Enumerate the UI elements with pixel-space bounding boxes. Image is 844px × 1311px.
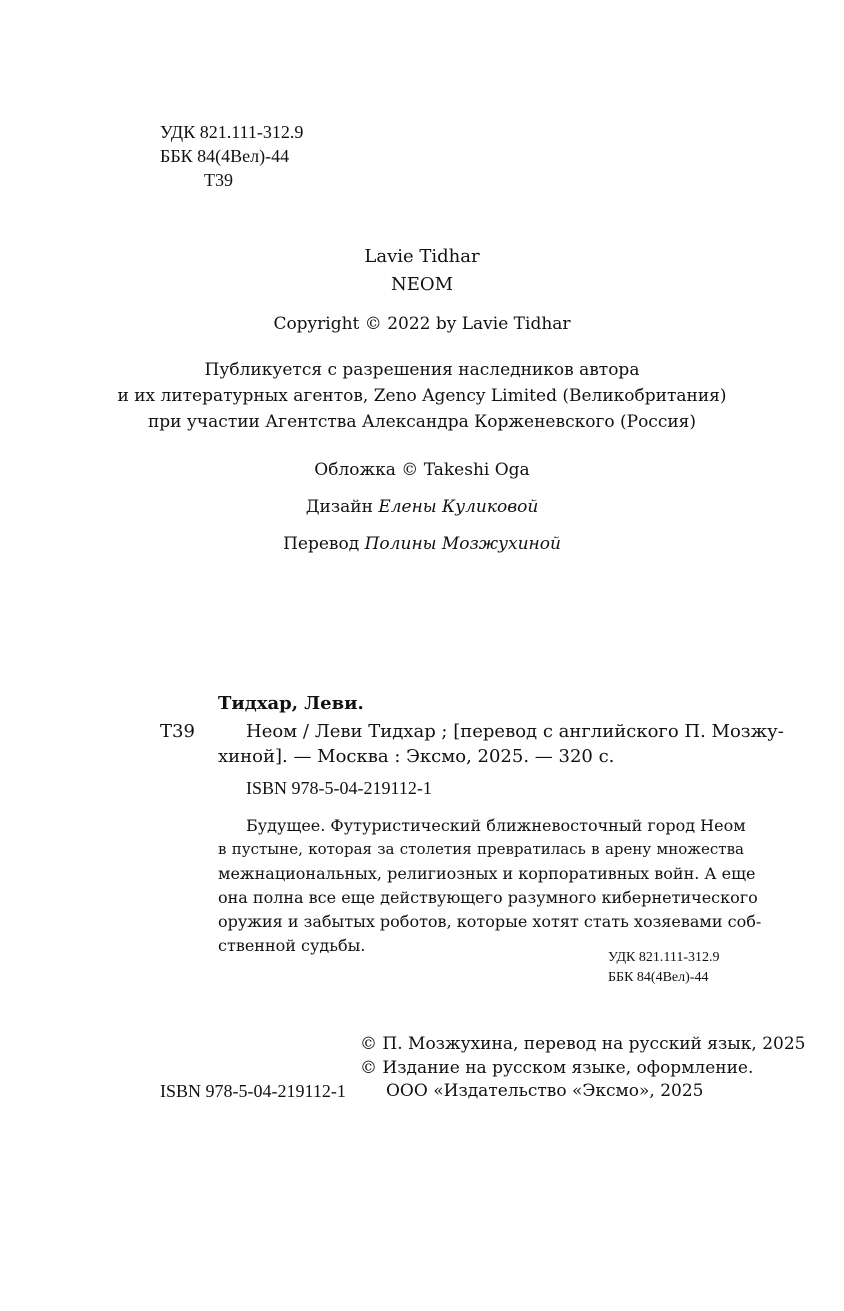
udk-code: УДК 821.111-312.9 <box>160 122 304 142</box>
edition-copyright: © Издание на русском языке, оформление. <box>360 1058 754 1078</box>
cover-credit: Обложка © Takeshi Oga <box>314 460 530 480</box>
biblio-author-heading: Тидхар, Леви. <box>218 693 364 714</box>
biblio-isbn: ISBN 978-5-04-219112-1 <box>246 778 432 798</box>
biblio-line-1: Неом / Леви Тидхар ; [перевод с английского П. Мозжу- <box>246 721 784 742</box>
biblio-mark: Т39 <box>160 721 195 742</box>
book-title-en: NEOM <box>390 274 454 295</box>
author-mark: Т39 <box>204 170 233 190</box>
annotation-udk: УДК 821.111-312.9 <box>608 950 720 965</box>
design-label: Дизайн <box>305 497 379 517</box>
annotation-line-6: ственной судьбы. <box>218 936 366 955</box>
translation-credit <box>0 534 844 554</box>
annotation-line-2: в пустыне, которая за столетия превратилась в арену множества <box>218 840 744 858</box>
author-name-en: Lavie Tidhar <box>364 246 480 267</box>
annotation-line-1: Будущее. Футуристический ближневосточный город Неом <box>246 816 746 835</box>
biblio-line-2: хиной]. — Москва : Эксмо, 2025. — 320 с. <box>218 746 615 767</box>
design-credit <box>0 497 844 517</box>
bbk-code: ББК 84(4Вел)-44 <box>160 146 290 166</box>
translation-label: Перевод <box>283 534 365 554</box>
footer-isbn: ISBN 978-5-04-219112-1 <box>160 1081 346 1101</box>
copyright-line: Copyright © 2022 by Lavie Tidhar <box>273 314 571 334</box>
design-name: Елены Куликовой <box>378 497 539 517</box>
translation-copyright: © П. Мозжухина, перевод на русский язык, 2025 <box>360 1034 806 1054</box>
annotation-line-4: она полна все еще действующего разумного кибернетического <box>218 888 758 907</box>
permission-line-2: и их литературных агентов, Zeno Agency Limited (Великобритания) <box>117 386 727 406</box>
annotation-bbk: ББК 84(4Вел)-44 <box>608 970 709 985</box>
annotation-line-5: оружия и забытых роботов, которые хотят стать хозяевами соб- <box>218 912 762 931</box>
publisher-copyright: ООО «Издательство «Эксмо», 2025 <box>386 1081 704 1101</box>
permission-line-3: при участии Агентства Александра Корженевского (Россия) <box>147 412 697 432</box>
annotation-line-3: межнациональных, религиозных и корпоративных войн. А еще <box>218 864 756 883</box>
translation-name: Полины Мозжухиной <box>364 534 561 554</box>
permission-line-1: Публикуется с разрешения наследников автора <box>204 360 640 380</box>
